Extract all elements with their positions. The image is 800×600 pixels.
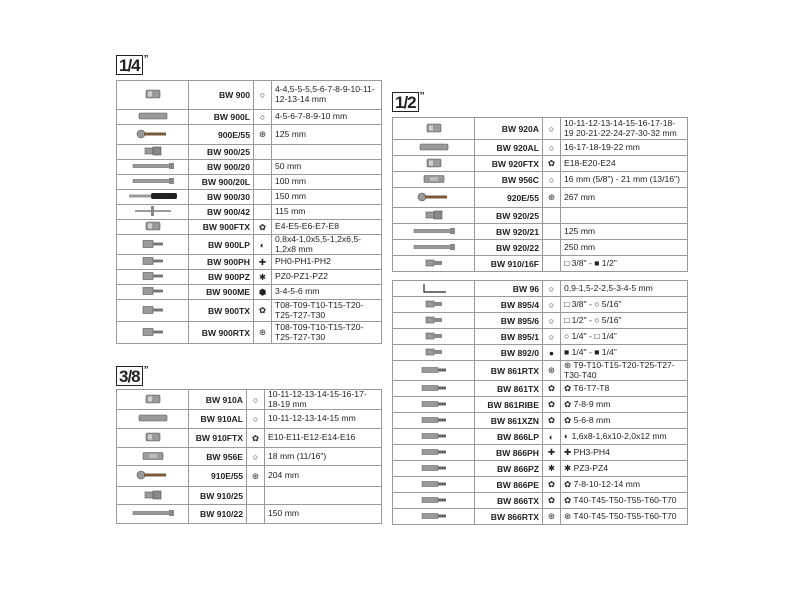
extension-icon [396, 225, 471, 239]
drive-symbol-icon [247, 487, 265, 505]
product-code: BW 910/25 [189, 487, 247, 505]
size-description: 115 mm [272, 205, 382, 220]
size-description: 4-4,5-5-5,5-6-7-8-9-10-11-12-13-14 mm [272, 81, 382, 110]
drive-symbol-icon: ✿ [543, 477, 561, 493]
bit-socket-icon [120, 285, 185, 299]
product-code: BW 900/20L [189, 175, 254, 190]
socket-icon [120, 88, 185, 102]
product-code: BW 920A [475, 118, 543, 140]
product-code: BW 920/22 [475, 240, 543, 256]
size-description: 16-17-18-19-22 mm [561, 140, 688, 156]
table-row [393, 397, 688, 413]
tool-image-cell [393, 429, 475, 445]
product-code: BW 866PH [475, 445, 543, 461]
spec-table-3-8 [116, 389, 382, 524]
drive-symbol-icon: ○ [247, 410, 265, 429]
product-code: BW 910FTX [189, 429, 247, 448]
drive-symbol-icon [254, 205, 272, 220]
section-label-1-4: 1/4 ” [116, 55, 148, 75]
product-code: BW 900PH [189, 255, 254, 270]
t-handle-icon [120, 205, 185, 219]
long-socket-icon [120, 412, 185, 426]
table-row [117, 505, 382, 524]
table-row [393, 329, 688, 345]
tool-image-cell [393, 281, 475, 297]
product-code: 900E/55 [189, 125, 254, 145]
ratchet-icon [120, 128, 185, 142]
tool-image-cell [393, 345, 475, 361]
product-code: BW 920/21 [475, 224, 543, 240]
tool-image-cell [117, 175, 189, 190]
table-row [393, 361, 688, 381]
socket-icon [396, 157, 471, 171]
table-row [393, 429, 688, 445]
tool-image-cell [117, 466, 189, 487]
socket-icon [120, 393, 185, 407]
product-code: BW 900RTX [189, 322, 254, 344]
socket-icon [396, 122, 471, 136]
product-code: BW 900FTX [189, 220, 254, 235]
table-row [117, 410, 382, 429]
drive-symbol-icon: ✚ [543, 445, 561, 461]
table-row [393, 240, 688, 256]
drive-symbol-icon: ○ [254, 81, 272, 110]
drive-symbol-icon: ⊛ [543, 509, 561, 525]
drive-symbol-icon: ⊛ [543, 188, 561, 208]
size-description: 0,9-1,5-2-2,5-3-4-5 mm [561, 281, 688, 297]
size-description: □ 1/2" - ○ 5/16" [561, 313, 688, 329]
product-code: BW 900ME [189, 285, 254, 300]
tool-image-cell [393, 240, 475, 256]
table-row [117, 160, 382, 175]
spark-plug-socket-icon [396, 173, 471, 187]
product-code: BW 866PZ [475, 461, 543, 477]
table-row [117, 429, 382, 448]
bit-socket-icon [120, 270, 185, 284]
bit-icon [396, 364, 471, 378]
size-description: 267 mm [561, 188, 688, 208]
table-row [393, 313, 688, 329]
drive-symbol-icon: ○ [254, 110, 272, 125]
product-code: BW 866LP [475, 429, 543, 445]
size-description: PZ0-PZ1-PZ2 [272, 270, 382, 285]
size-description [272, 145, 382, 160]
tool-image-cell [117, 220, 189, 235]
drive-symbol-icon [247, 505, 265, 524]
drive-symbol-icon: ◐ [254, 235, 272, 255]
drive-symbol-icon: ○ [247, 448, 265, 466]
size-description: ⊛ T40-T45-T50-T55-T60-T70 [561, 509, 688, 525]
drive-symbol-icon: ✿ [543, 397, 561, 413]
product-code: 920E/55 [475, 188, 543, 208]
ratchet-icon [120, 469, 185, 483]
drive-symbol-icon [543, 224, 561, 240]
table-row [393, 208, 688, 224]
size-description: ✿ 7-8-10-12-14 mm [561, 477, 688, 493]
tool-image-cell [393, 509, 475, 525]
product-code: BW 866RTX [475, 509, 543, 525]
bit-icon [396, 478, 471, 492]
universal-joint-icon [396, 209, 471, 223]
section-label-1-2: 1/2 ” [392, 92, 424, 112]
universal-joint-icon [120, 489, 185, 503]
spec-table-1-4 [116, 80, 382, 344]
product-code: BW 910AL [189, 410, 247, 429]
tool-image-cell [117, 410, 189, 429]
table-row [117, 110, 382, 125]
extension-icon [120, 175, 185, 189]
table-row [393, 256, 688, 272]
drive-symbol-icon: ○ [543, 140, 561, 156]
table-row [393, 477, 688, 493]
table-row [117, 145, 382, 160]
tool-image-cell [117, 235, 189, 255]
tool-image-cell [117, 205, 189, 220]
tool-image-cell [393, 156, 475, 172]
drive-symbol-icon: ○ [543, 281, 561, 297]
table-row [393, 461, 688, 477]
tool-image-cell [117, 255, 189, 270]
table-row [393, 297, 688, 313]
product-code: BW 900/30 [189, 190, 254, 205]
product-code: BW 861TX [475, 381, 543, 397]
table-row [117, 235, 382, 255]
product-code: BW 900PZ [189, 270, 254, 285]
size-description: E10-E11-E12-E14-E16 [265, 429, 382, 448]
size-description: PH0-PH1-PH2 [272, 255, 382, 270]
product-code: BW 900TX [189, 300, 254, 322]
table-row [117, 466, 382, 487]
tool-image-cell [393, 445, 475, 461]
bit-socket-icon [120, 255, 185, 269]
table-row [117, 390, 382, 410]
table-row [117, 300, 382, 322]
table-row [117, 81, 382, 110]
size-description: □ 3/8" - ○ 5/16" [561, 297, 688, 313]
size-description: 150 mm [272, 190, 382, 205]
section-label-3-8: 3/8 ” [116, 366, 148, 386]
extension-icon [396, 241, 471, 255]
bit-icon [396, 510, 471, 524]
product-code: BW 895/1 [475, 329, 543, 345]
product-code: BW 861XZN [475, 413, 543, 429]
table-row [393, 281, 688, 297]
drive-symbol-icon: ◐ [543, 429, 561, 445]
table-row [393, 188, 688, 208]
drive-symbol-icon: ⊛ [254, 125, 272, 145]
size-description: ✿ 7-8-9 mm [561, 397, 688, 413]
drive-symbol-icon [254, 190, 272, 205]
product-code: BW 920AL [475, 140, 543, 156]
ratchet-icon [396, 191, 471, 205]
bit-icon [396, 414, 471, 428]
drive-symbol-icon: ○ [543, 118, 561, 140]
adapter-icon [396, 257, 471, 271]
table-row [393, 509, 688, 525]
tool-image-cell [117, 300, 189, 322]
tool-image-cell [117, 110, 189, 125]
product-code: BW 920/25 [475, 208, 543, 224]
size-description: ⊛ T9-T10-T15-T20-T25-T27-T30-T40 [561, 361, 688, 381]
tool-image-cell [393, 413, 475, 429]
tool-image-cell [117, 285, 189, 300]
size-description: 10-11-12-13-14-15-16-17-18-19 20-21-22-24-27-30-32 mm [561, 118, 688, 140]
product-code: BW 892/0 [475, 345, 543, 361]
drive-symbol-icon: ⬢ [254, 285, 272, 300]
product-code: BW 96 [475, 281, 543, 297]
table-row [117, 270, 382, 285]
table-row [117, 448, 382, 466]
long-socket-icon [396, 141, 471, 155]
tool-image-cell [393, 188, 475, 208]
spinner-handle-icon [120, 190, 185, 204]
drive-symbol-icon: ✿ [254, 300, 272, 322]
drive-symbol-icon: ○ [247, 390, 265, 410]
drive-symbol-icon [254, 175, 272, 190]
size-description: 3-4-5-6 mm [272, 285, 382, 300]
bit-icon [396, 462, 471, 476]
size-description: 125 mm [272, 125, 382, 145]
drive-symbol-icon: ✱ [543, 461, 561, 477]
adapter-icon [396, 298, 471, 312]
spec-table-1-2-lower [392, 280, 688, 525]
size-description: E18-E20-E24 [561, 156, 688, 172]
tool-image-cell [393, 224, 475, 240]
table-row [393, 413, 688, 429]
table-row [393, 118, 688, 140]
adapter-icon [396, 346, 471, 360]
tool-image-cell [393, 256, 475, 272]
product-code: BW 866PE [475, 477, 543, 493]
socket-icon [120, 220, 185, 234]
spec-table-1-2-upper [392, 117, 688, 272]
socket-icon [120, 431, 185, 445]
tool-image-cell [393, 313, 475, 329]
size-description: 50 mm [272, 160, 382, 175]
drive-symbol-icon: ✚ [254, 255, 272, 270]
table-row [117, 175, 382, 190]
size-description [561, 208, 688, 224]
size-description: 4-5-6-7-8-9-10 mm [272, 110, 382, 125]
drive-symbol-icon: ⊛ [543, 361, 561, 381]
product-code: BW 895/4 [475, 297, 543, 313]
product-code: BW 910/22 [189, 505, 247, 524]
hex-key-icon [396, 282, 471, 296]
table-row [393, 140, 688, 156]
tool-image-cell [117, 505, 189, 524]
product-code: BW 900L [189, 110, 254, 125]
product-code: BW 910A [189, 390, 247, 410]
size-description: E4-E5-E6-E7-E8 [272, 220, 382, 235]
table-row [393, 345, 688, 361]
size-description: 16 mm (5/8") - 21 mm (13/16") [561, 172, 688, 188]
drive-symbol-icon: ⊛ [247, 466, 265, 487]
size-description: 250 mm [561, 240, 688, 256]
table-row [393, 493, 688, 509]
product-code: BW 866TX [475, 493, 543, 509]
table-row [117, 205, 382, 220]
size-description: ✿ 5-6-8 mm [561, 413, 688, 429]
product-code: BW 861RTX [475, 361, 543, 381]
size-description: ○ 1/4" - □ 1/4" [561, 329, 688, 345]
product-code: BW 900/42 [189, 205, 254, 220]
tool-image-cell [117, 487, 189, 505]
table-row [117, 255, 382, 270]
tool-image-cell [393, 381, 475, 397]
universal-joint-icon [120, 145, 185, 159]
table-row [117, 125, 382, 145]
bit-icon [396, 446, 471, 460]
product-code: BW 920FTX [475, 156, 543, 172]
tool-image-cell [393, 477, 475, 493]
size-description: ✿ T6-T7-T8 [561, 381, 688, 397]
tool-image-cell [117, 125, 189, 145]
drive-symbol-icon [543, 240, 561, 256]
tool-image-cell [393, 329, 475, 345]
product-code: BW 956C [475, 172, 543, 188]
drive-symbol-icon [254, 145, 272, 160]
drive-symbol-icon [254, 160, 272, 175]
size-description: 150 mm [265, 505, 382, 524]
tool-image-cell [117, 448, 189, 466]
spark-plug-socket-icon [120, 450, 185, 464]
tool-image-cell [393, 140, 475, 156]
bit-socket-icon [120, 326, 185, 340]
tool-image-cell [393, 493, 475, 509]
product-code: BW 900/25 [189, 145, 254, 160]
size-description: ✚ PH3-PH4 [561, 445, 688, 461]
product-code: BW 956E [189, 448, 247, 466]
tool-image-cell [393, 208, 475, 224]
product-code: BW 900LP [189, 235, 254, 255]
long-socket-icon [120, 110, 185, 124]
drive-symbol-icon: ✱ [254, 270, 272, 285]
size-description: 0,8x4-1,0x5,5-1,2x6,5-1,2x8 mm [272, 235, 382, 255]
drive-symbol-icon: ● [543, 345, 561, 361]
drive-symbol-icon: ✿ [543, 381, 561, 397]
tool-image-cell [117, 160, 189, 175]
tool-image-cell [117, 190, 189, 205]
extension-icon [120, 507, 185, 521]
drive-symbol-icon: ○ [543, 297, 561, 313]
tool-image-cell [393, 172, 475, 188]
size-description [265, 487, 382, 505]
size-description: ◐ 1,6x8-1,6x10-2,0x12 mm [561, 429, 688, 445]
size-description: □ 3/8" - ■ 1/2" [561, 256, 688, 272]
bit-icon [396, 494, 471, 508]
table-row [393, 172, 688, 188]
tool-image-cell [117, 81, 189, 110]
size-description: 10-11-12-13-14-15 mm [265, 410, 382, 429]
drive-symbol-icon: ○ [543, 172, 561, 188]
bit-socket-icon [120, 238, 185, 252]
table-row [117, 487, 382, 505]
drive-symbol-icon: ○ [543, 313, 561, 329]
drive-symbol-icon: ○ [543, 329, 561, 345]
tool-image-cell [117, 390, 189, 410]
tool-image-cell [393, 361, 475, 381]
drive-symbol-icon: ✿ [543, 413, 561, 429]
table-row [117, 285, 382, 300]
product-code: BW 900 [189, 81, 254, 110]
adapter-icon [396, 314, 471, 328]
table-row [393, 224, 688, 240]
drive-symbol-icon: ✿ [543, 156, 561, 172]
tool-image-cell [117, 322, 189, 344]
bit-icon [396, 398, 471, 412]
tool-image-cell [117, 270, 189, 285]
table-row [117, 190, 382, 205]
table-row [393, 445, 688, 461]
table-row [117, 220, 382, 235]
size-description: 125 mm [561, 224, 688, 240]
tool-image-cell [393, 461, 475, 477]
tool-image-cell [393, 397, 475, 413]
size-description: 10-11-12-13-14-15-16-17-18-19 mm [265, 390, 382, 410]
size-description: 204 mm [265, 466, 382, 487]
drive-symbol-icon: ✿ [247, 429, 265, 448]
product-code: BW 910/16F [475, 256, 543, 272]
table-row [393, 381, 688, 397]
size-description: T08-T09-T10-T15-T20-T25-T27-T30 [272, 322, 382, 344]
product-code: BW 861RIBE [475, 397, 543, 413]
adapter-icon [396, 330, 471, 344]
bit-socket-icon [120, 304, 185, 318]
bit-icon [396, 382, 471, 396]
drive-symbol-icon [543, 208, 561, 224]
extension-icon [120, 160, 185, 174]
bit-icon [396, 430, 471, 444]
table-row [117, 322, 382, 344]
size-description: 18 mm (11/16") [265, 448, 382, 466]
tool-image-cell [117, 145, 189, 160]
drive-symbol-icon: ✿ [543, 493, 561, 509]
tool-image-cell [117, 429, 189, 448]
tool-image-cell [393, 297, 475, 313]
size-description: ✱ PZ3-PZ4 [561, 461, 688, 477]
size-description: 100 mm [272, 175, 382, 190]
product-code: BW 895/6 [475, 313, 543, 329]
size-description: ■ 1/4" - ■ 1/4" [561, 345, 688, 361]
product-code: 910E/55 [189, 466, 247, 487]
drive-symbol-icon [543, 256, 561, 272]
product-code: BW 900/20 [189, 160, 254, 175]
table-row [393, 156, 688, 172]
drive-symbol-icon: ✿ [254, 220, 272, 235]
drive-symbol-icon: ⊛ [254, 322, 272, 344]
tool-image-cell [393, 118, 475, 140]
size-description: T08-T09-T10-T15-T20-T25-T27-T30 [272, 300, 382, 322]
size-description: ✿ T40-T45-T50-T55-T60-T70 [561, 493, 688, 509]
